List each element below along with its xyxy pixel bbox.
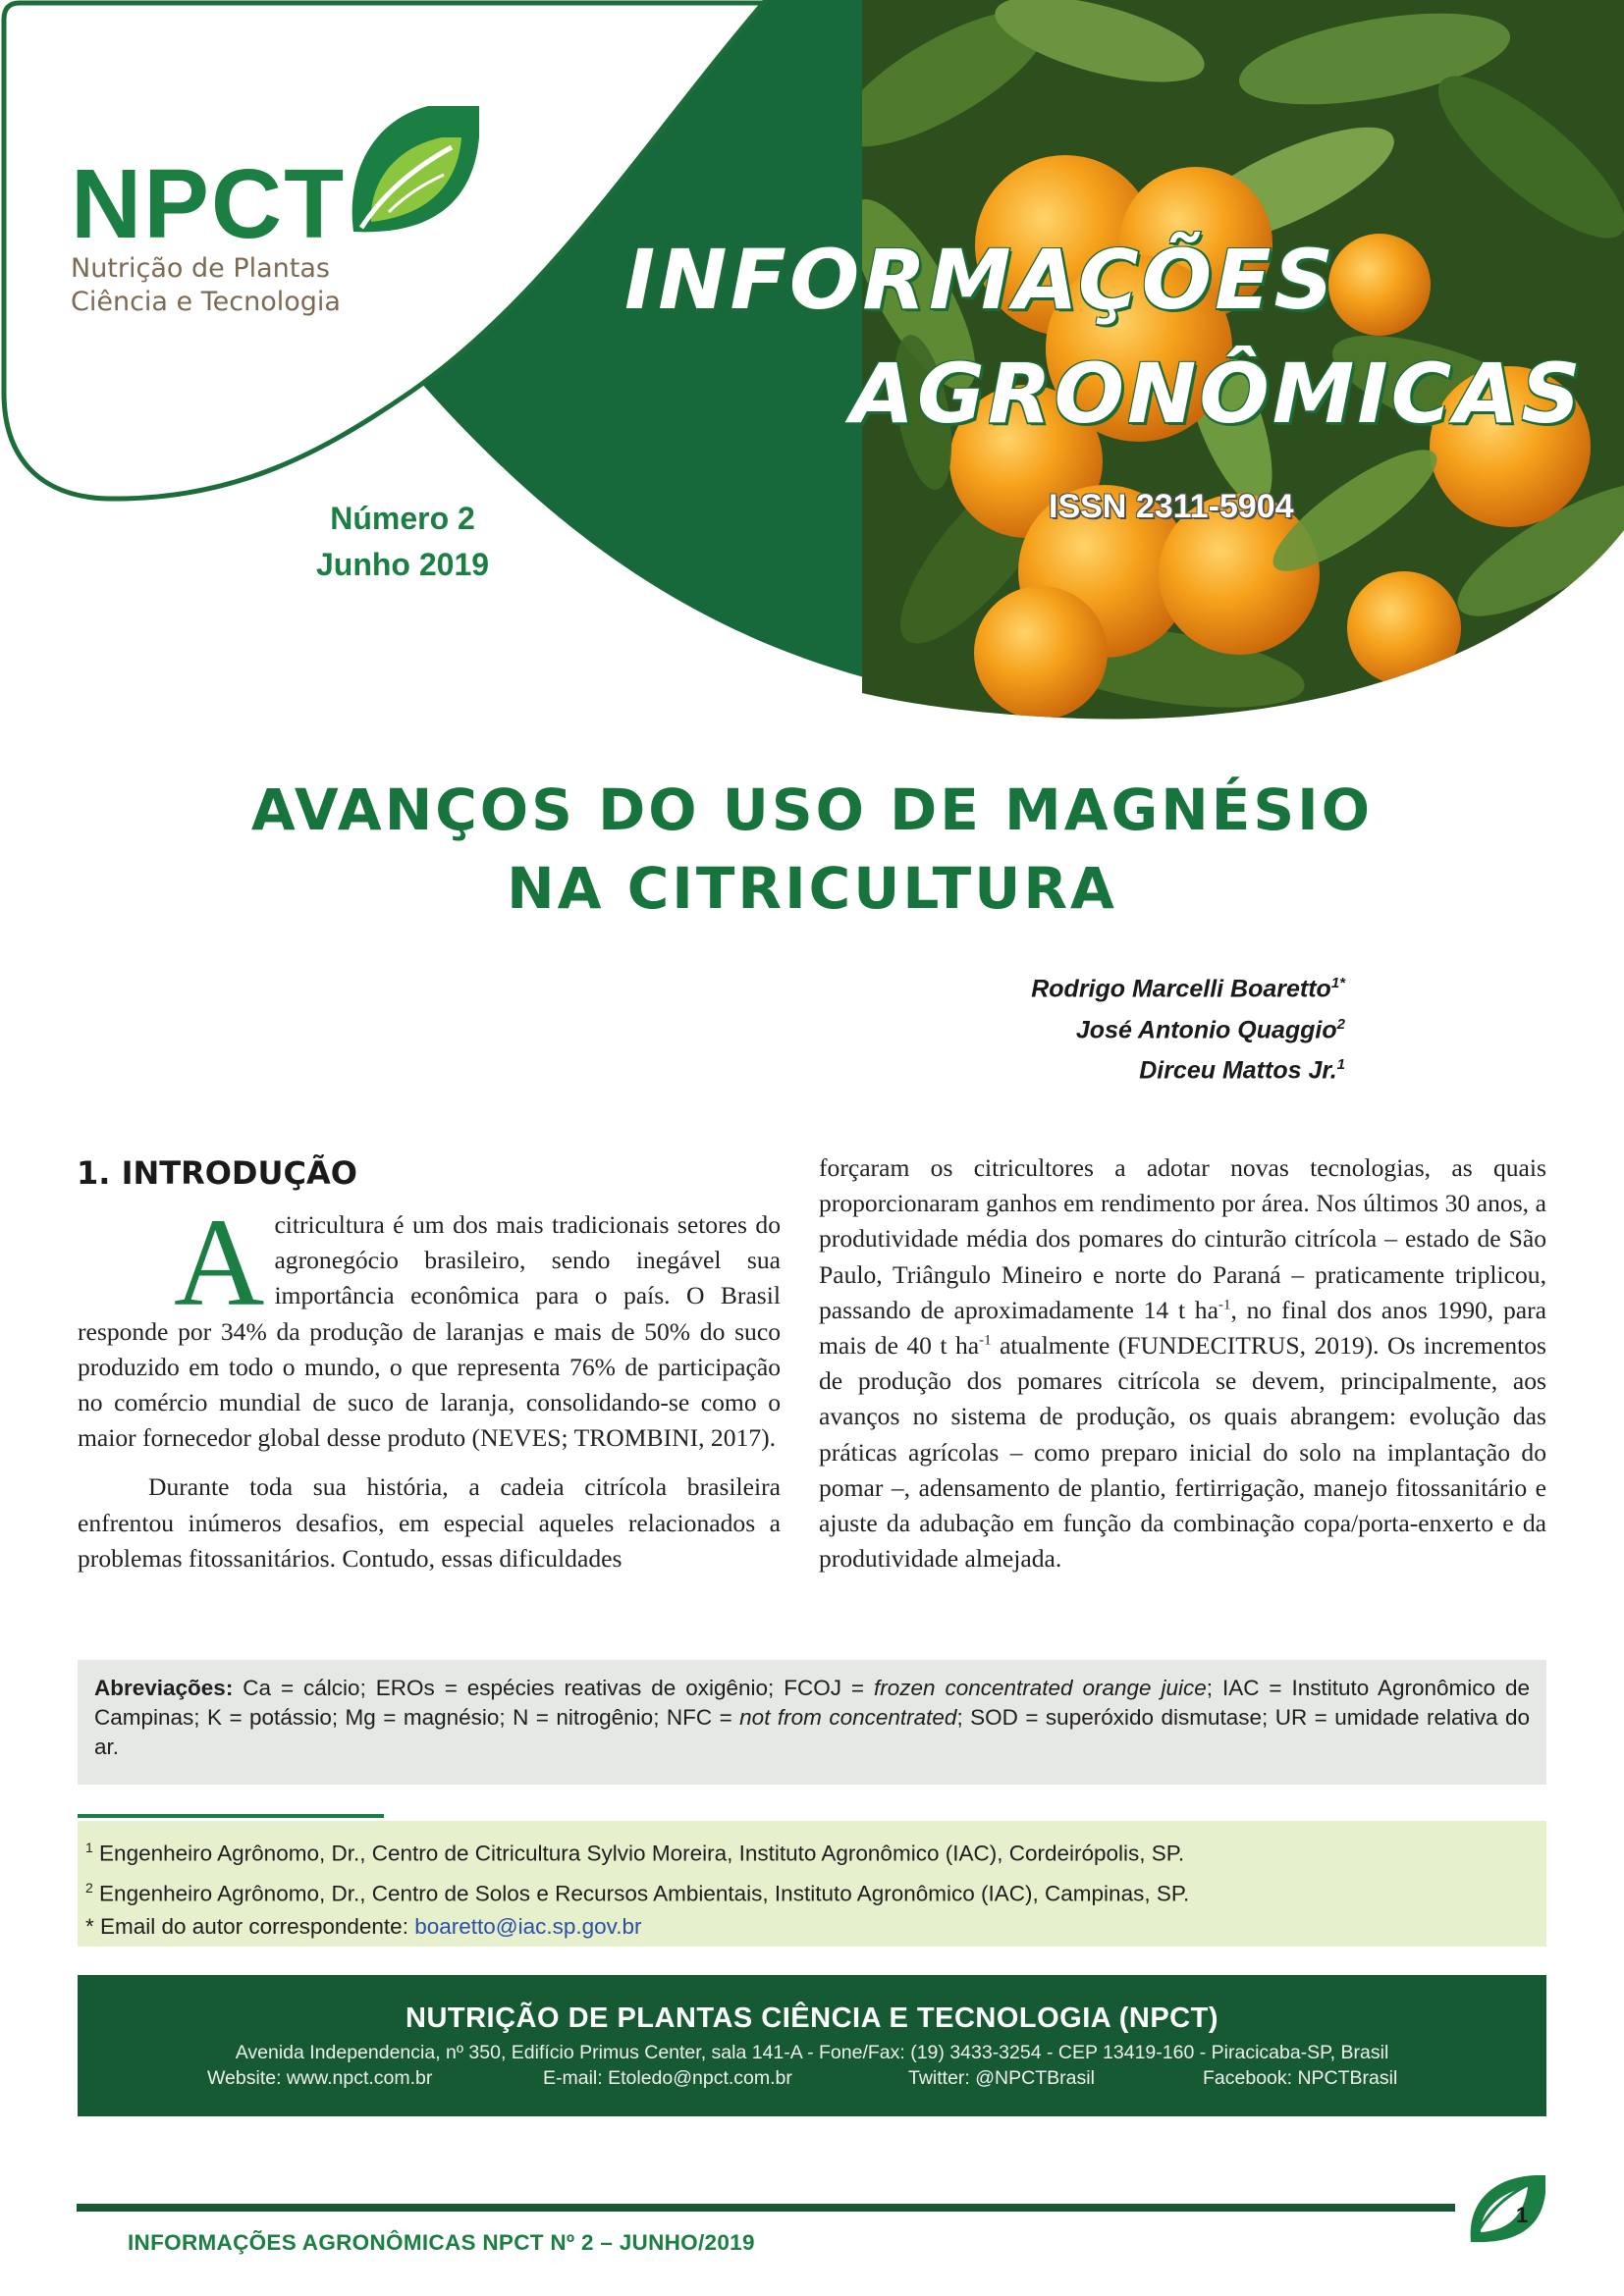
- author-3: Dirceu Mattos Jr.$^1$: [1139, 1056, 1345, 1085]
- publication-title-line1: INFORMAÇÕES: [624, 232, 1336, 328]
- email-link[interactable]: E-mail: Etoledo@npct.com.br: [543, 2067, 792, 2089]
- left-column: [78, 1193, 781, 1576]
- author-email-link[interactable]: boaretto@iac.sp.gov.br: [414, 1914, 642, 1939]
- page-number: 1: [1516, 2203, 1529, 2227]
- website-link[interactable]: Website: www.npct.com.br: [207, 2067, 433, 2089]
- logo-subtitle-line2: Ciência e Tecnologia: [71, 287, 341, 317]
- intro-paragraph-3: forçaram os citricultores a adotar novas tecnologias, as quais proporcionaram ganhos em rendimento por área. Nos últimos 30 anos, a produtividade média dos pomares do cinturão citrícola – estado de São Paulo, Triângulo Mineiro e norte do Paraná – praticamente triplicou, passando de aproximadamente 14 t $ha^{-1}$, no final dos anos 1990, para mais de 40 t $ha^{-1}$ atualmente (FUNDECITRUS, 2019). Os incrementos de produção dos pomares citrícola se devem, principalmente, aos avanços no sistema de produção, os quais abrangem: evolução das práticas agrícolas – como preparo inicial do solo na implantação do pomar –, adensamento de plantio, fertirrigação, manejo fitossanitário e ajuste da adubação em função da combinação copa/porta-enxerto e da produtividade almejada.: [819, 1153, 1546, 1574]
- publication-title-line2: AGRONÔMICAS: [850, 346, 1584, 442]
- footnote-email: * Email do autor correspondente: boaretto@iac.sp.gov.br: [85, 1914, 642, 1939]
- intro-paragraph-2: Durante toda sua história, a cadeia citrícola brasileira enfrentou inúmeros desafios, em especial aqueles relacionados a problemas fitossanitários. Contudo, essas dificuldades: [78, 1472, 781, 1573]
- facebook-link[interactable]: Facebook: NPCTBrasil: [1203, 2067, 1398, 2089]
- footnote-1: $^1$ Engenheiro Agrônomo, Dr., Centro de Citricultura Sylvio Moreira, Instituto Agronômico (IAC), Cordeirópolis, SP.: [85, 1840, 1185, 1866]
- right-column: [819, 1150, 1546, 1576]
- twitter-link[interactable]: Twitter: @NPCTBrasil: [908, 2067, 1095, 2089]
- logo-wordmark: NPCT: [71, 149, 347, 259]
- drop-cap: A: [174, 1193, 265, 1332]
- intro-paragraph-1: Acitricultura é um dos mais tradicionais setores do agronegócio brasileiro, sendo inegável sua importância econômica para o país. O Brasil responde por 34% da produção de laranjas e mais de 50% do suco produzido em todo o mundo, o que representa 76% de participação no comércio mundial de suco de laranja, consolidando-se como o maior fornecedor global desse produto (NEVES; TROMBINI, 2017).: [78, 1193, 781, 1453]
- issn: ISSN 2311-5904: [1049, 488, 1294, 525]
- issue-date: Junho 2019: [315, 547, 490, 582]
- abbreviations-box: Abreviações: Ca = cálcio; EROs = espécies reativas de oxigênio; FCOJ = frozen concentrated orange juice; IAC = Instituto Agronômico de Campinas; K = potássio; Mg = magnésio; N = nitrogênio; NFC = not from concentrated; SOD = superóxido dismutase; UR = umidade relativa do ar.: [78, 1660, 1546, 1785]
- issue-number: Número 2: [330, 501, 475, 536]
- author-1: Rodrigo Marcelli Boaretto$^{1*}$: [1031, 975, 1345, 1003]
- footer-rule: [77, 2204, 1455, 2212]
- organization-box: [78, 1975, 1546, 2116]
- article-title-line2: NA CITRICULTURA: [507, 855, 1117, 922]
- author-2: José Antonio Quaggio$^2$: [1075, 1016, 1345, 1044]
- organization-address: Avenida Independencia, nº 350, Edifício Primus Center, sala 141-A - Fone/Fax: (19) 3433-3254 - CEP 13419-160 - Piracicaba-SP, Brasil: [235, 2042, 1389, 2063]
- footnote-2: $^2$ Engenheiro Agrônomo, Dr., Centro de Solos e Recursos Ambientais, Instituto Agronômico (IAC), Campinas, SP.: [85, 1879, 1190, 1905]
- article-title-line1: AVANÇOS DO USO DE MAGNÉSIO: [250, 776, 1374, 843]
- page-leaf-icon: [1467, 2173, 1547, 2244]
- footnote-rule: [78, 1814, 384, 1818]
- organization-name: NUTRIÇÃO DE PLANTAS CIÊNCIA E TECNOLOGIA (NPCT): [406, 2002, 1218, 2034]
- logo-subtitle-line1: Nutrição de Plantas: [71, 253, 330, 284]
- footnotes-box: [78, 1821, 1546, 1947]
- section-heading: 1. INTRODUÇÃO: [77, 1154, 357, 1192]
- running-footer: INFORMAÇÕES AGRONÔMICAS NPCT Nº 2 – JUNHO/2019: [128, 2230, 755, 2255]
